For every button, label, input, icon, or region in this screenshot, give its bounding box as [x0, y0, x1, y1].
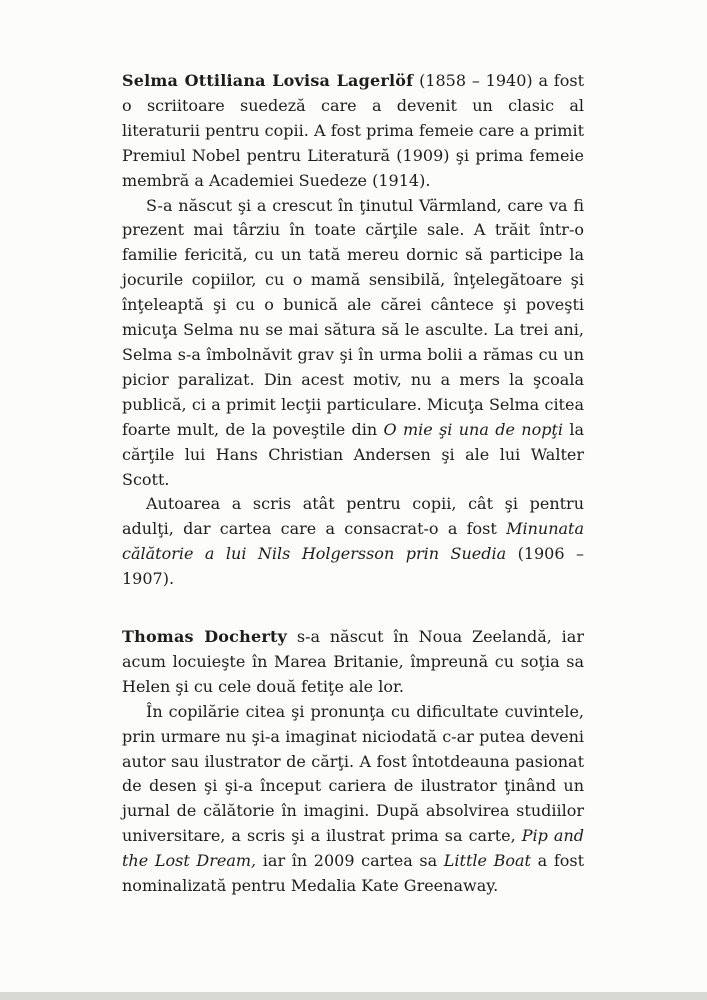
docherty-biography	[122, 625, 584, 899]
lagerlof-biography	[122, 69, 584, 592]
docherty-career-text: În copilărie citea şi pronunţa cu dificultate cuvintele, prin urmare nu şi-a imaginat niciodată c-ar putea deveni autor sau ilustrator de cărţi. A fost întotdeauna pasionat de desen şi şi-a început cariera de ilustrator ţinând un jurnal de călătorie în imagini. După absolvirea studiilor universitare, a scris şi a ilustrat prima sa carte,	[122, 701, 584, 846]
illustrator-name: Thomas Docherty	[122, 627, 288, 646]
book-title: O mie şi una de nopţi	[383, 419, 563, 439]
lagerlof-intro-paragraph	[122, 69, 584, 194]
lagerlof-childhood-paragraph	[122, 194, 584, 493]
docherty-career-text-end: a fost nominalizată pentru Medalia Kate Greenaway.	[122, 851, 585, 896]
lagerlof-intro-text: (1858 – 1940) a fost o scriitoare suedeză care a devenit un clasic al literaturii pentru copii. A fost prima femeie care a primit Premiul Nobel pentru Literatură (1909) şi prima femeie membră a Academiei Suedeze (1914).	[122, 71, 585, 190]
docherty-career-text-middle: iar în 2009 cartea sa	[256, 851, 444, 871]
lagerlof-works-text-end: (1906 – 1907).	[122, 544, 584, 589]
book-title: Little Boat	[443, 851, 531, 871]
page-bottom-edge	[0, 992, 707, 1000]
lagerlof-childhood-text: S-a născut şi a crescut în ţinutul Värmland, care va fi prezent mai târziu în toate cărţile sale. A trăit într-o familie fericită, cu un tată mereu dornic să participe la jocurile copiilor, cu o mamă sensibilă, înţelegătoare şi înţeleaptă şi cu o bunică ale cărei cântece şi poveşti micuţa Selma nu se mai sătura să le asculte. La trei ani, Selma s-a îmbolnăvit grav şi în urma bolii a rămas cu un picior paralizat. Din acest motiv, nu a mers la şcoala publică, ci a primit lecţii particulare. Micuţa Selma citea foarte mult, de la poveştile din	[122, 195, 584, 439]
lagerlof-works-text: Autoarea a scris atât pentru copii, cât şi pentru adulţi, dar cartea care a consacrat-o a fost	[122, 494, 584, 539]
lagerlof-works-paragraph	[122, 492, 584, 592]
book-title: Pip and the Lost Dream,	[122, 826, 585, 871]
docherty-intro-paragraph	[122, 625, 584, 700]
docherty-intro-text: s-a născut în Noua Zeelandă, iar acum locuieşte în Marea Britanie, împreună cu soţia sa Helen şi cu cele două fetiţe ale lor.	[122, 627, 584, 696]
lagerlof-childhood-text-end: la cărţile lui Hans Christian Andersen şi ale lui Walter Scott.	[122, 419, 584, 489]
author-name: Selma Ottiliana Lovisa Lagerlöf	[122, 71, 414, 90]
book-title: Minunata călătorie a lui Nils Holgersson prin Suedia	[122, 519, 584, 564]
docherty-career-paragraph	[122, 700, 584, 899]
